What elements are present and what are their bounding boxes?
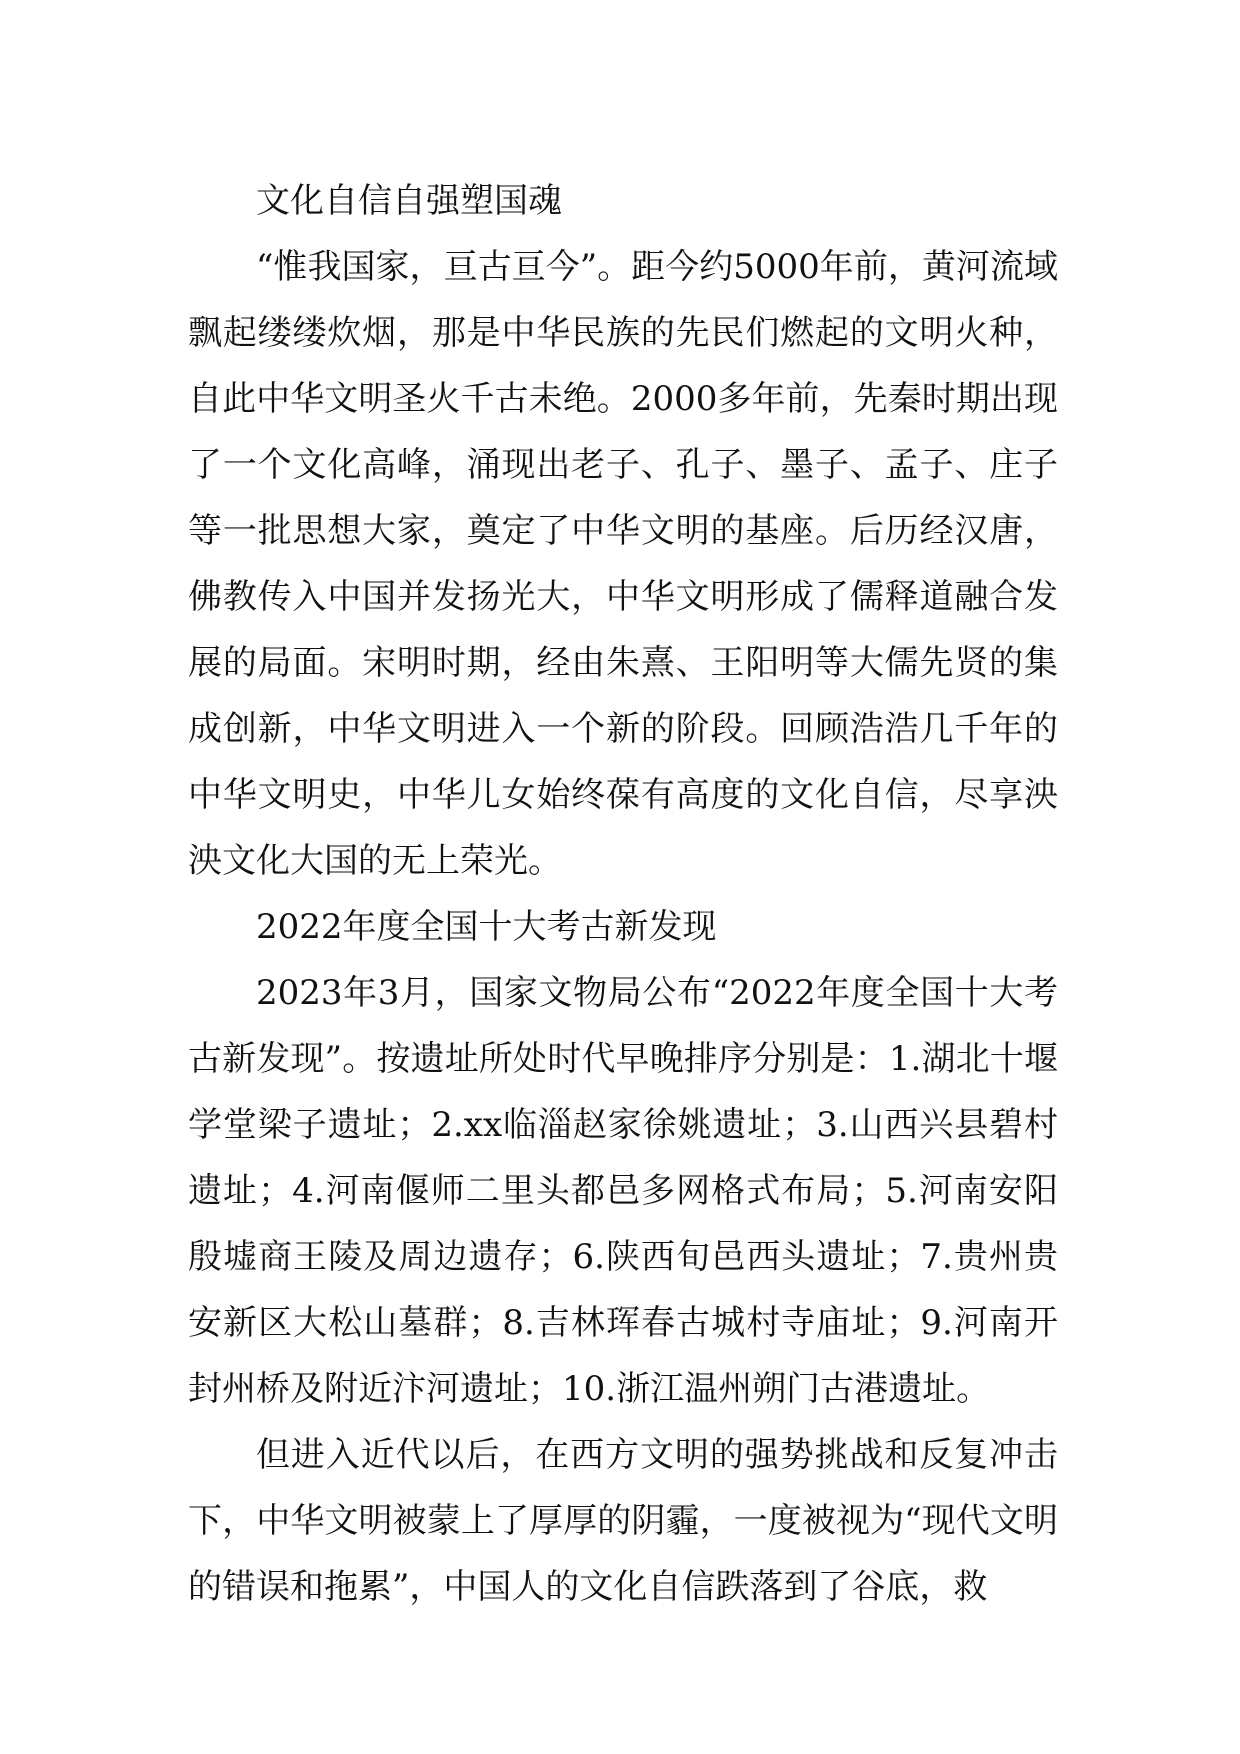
section-heading-archaeology-2022: 2022年度全国十大考古新发现 (256, 907, 717, 947)
document-body (188, 168, 1058, 1620)
section-heading-cultural-confidence: 文化自信自强塑国魂 (256, 181, 562, 221)
paragraph-history-of-civilization: “惟我国家，亘古亘今”。距今约5000年前，黄河流域飘起缕缕炊烟，那是中华民族的先民们燃起的文明火种，自此中华文明圣火千古未绝。2000多年前，先秦时期出现了一个文化高峰，涌现出老子、孔子、墨子、孟子、庄子等一批思想大家，奠定了中华文明的基座。后历经汉唐，佛教传入中国并发扬光大，中华文明形成了儒释道融合发展的局面。宋明时期，经由朱熹、王阳明等大儒先贤的集成创新，中华文明进入一个新的阶段。回顾浩浩几千年的中华文明史，中华儿女始终葆有高度的文化自信，尽享泱泱文化大国的无上荣光。 (188, 247, 1058, 881)
paragraph-modern-era: 但进入近代以后，在西方文明的强势挑战和反复冲击下，中华文明被蒙上了厚厚的阴霾，一度被视为“现代文明的错误和拖累”，中国人的文化自信跌落到了谷底，救 (188, 1435, 1058, 1607)
paragraph-archaeology-list: 2023年3月，国家文物局公布“2022年度全国十大考古新发现”。按遗址所处时代早晚排序分别是：1.湖北十堰学堂梁子遗址；2.xx临淄赵家徐姚遗址；3.山西兴县碧村遗址；4.河南偃师二里头都邑多网格式布局；5.河南安阳殷墟商王陵及周边遗存；6.陕西旬邑西头遗址；7.贵州贵安新区大松山墓群；8.吉林珲春古城村寺庙址；9.河南开封州桥及附近汴河遗址；10.浙江温州朔门古港遗址。 (188, 973, 1058, 1409)
